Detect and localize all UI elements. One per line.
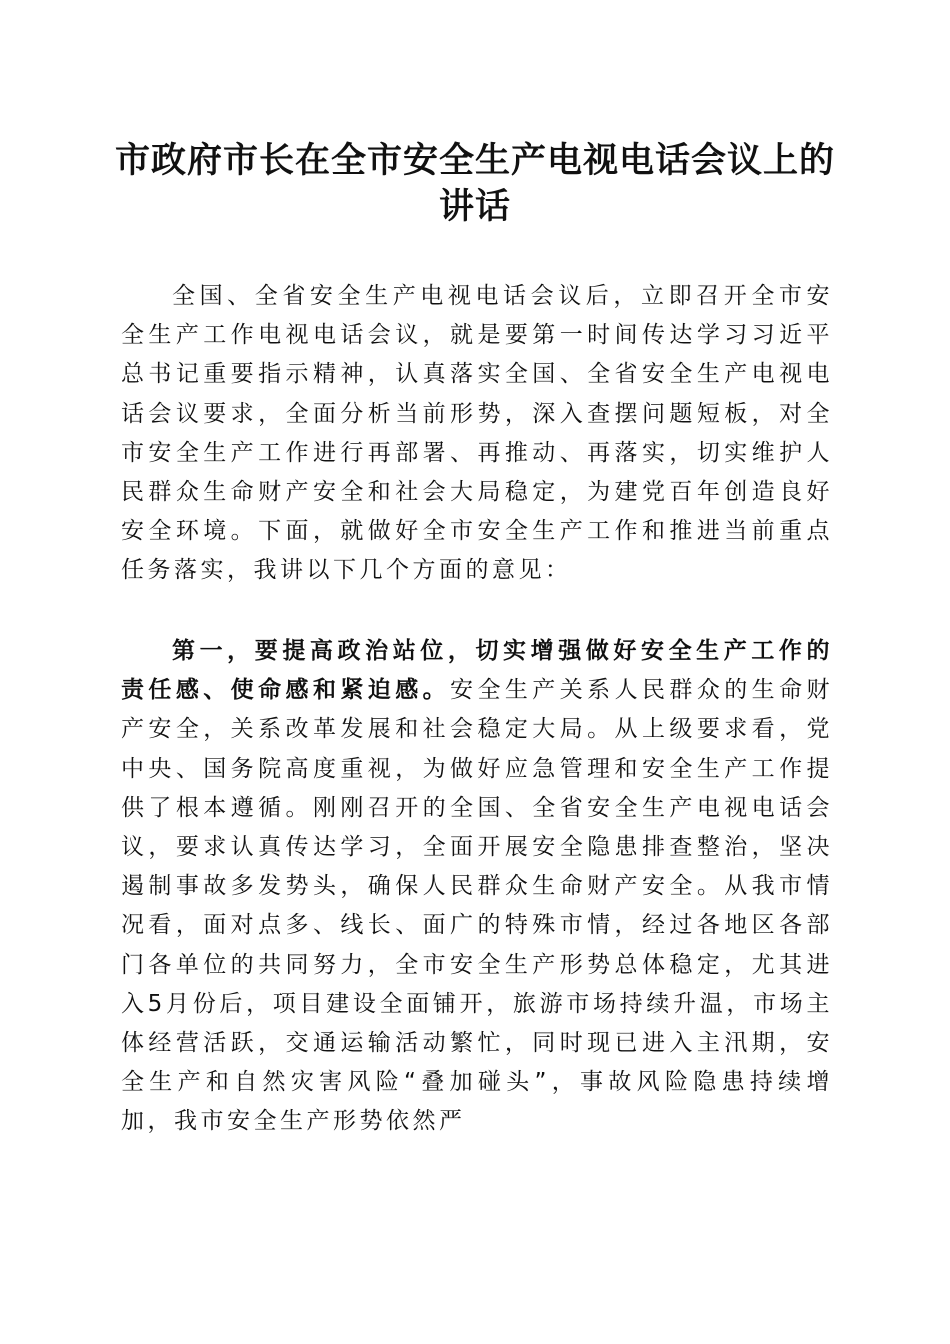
paragraph-first-point [121, 632, 833, 1142]
paragraph-intro: 全国、全省安全生产电视电话会议后，立即召开全市安全生产工作电视电话会议，就是要第一时间传达学习习近平总书记重要指示精神，认真落实全国、全省安全生产电视电话会议要求，全面分析当前形势，深入查摆问题短板，对全市安全生产工作进行再部署、再推动、再落实，切实维护人民群众生命财产安全和社会大局稳定，为建党百年创造良好安全环境。下面，就做好全市安全生产工作和推进当前重点任务落实，我讲以下几个方面的意见： [121, 283, 833, 584]
paragraph-first-point-heading: 第一，要提高政治站位，切实增强做好安全生产工作的责任感、使命感和紧迫感。 [121, 638, 833, 704]
document-title-line-2: 讲话 [438, 186, 511, 227]
document-title-line-1: 市政府市长在全市安全生产电视电话会议上的 [114, 140, 835, 181]
paragraph-first-point-text: 安全生产关系人民群众的生命财产安全，关系改革发展和社会稳定大局。从上级要求看，党中央、国务院高度重视，为做好应急管理和安全生产工作提供了根本遵循。刚刚召开的全国、全省安全生产电视电话会议，要求认真传达学习，全面开展安全隐患排查整治，坚决遏制事故多发势头，确保人民群众生命财产安全。从我市情况看，面对点多、线长、面广的特殊市情，经过各地区各部门各单位的共同努力，全市安全生产形势总体稳定，尤其进入5月份后，项目建设全面铺开，旅游市场持续升温，市场主体经营活跃，交通运输活动繁忙，同时现已进入主汛期，安全生产和自然灾害风险“叠加碰头”，事故风险隐患持续增加，我市安全生产形势依然严 [121, 677, 834, 1135]
